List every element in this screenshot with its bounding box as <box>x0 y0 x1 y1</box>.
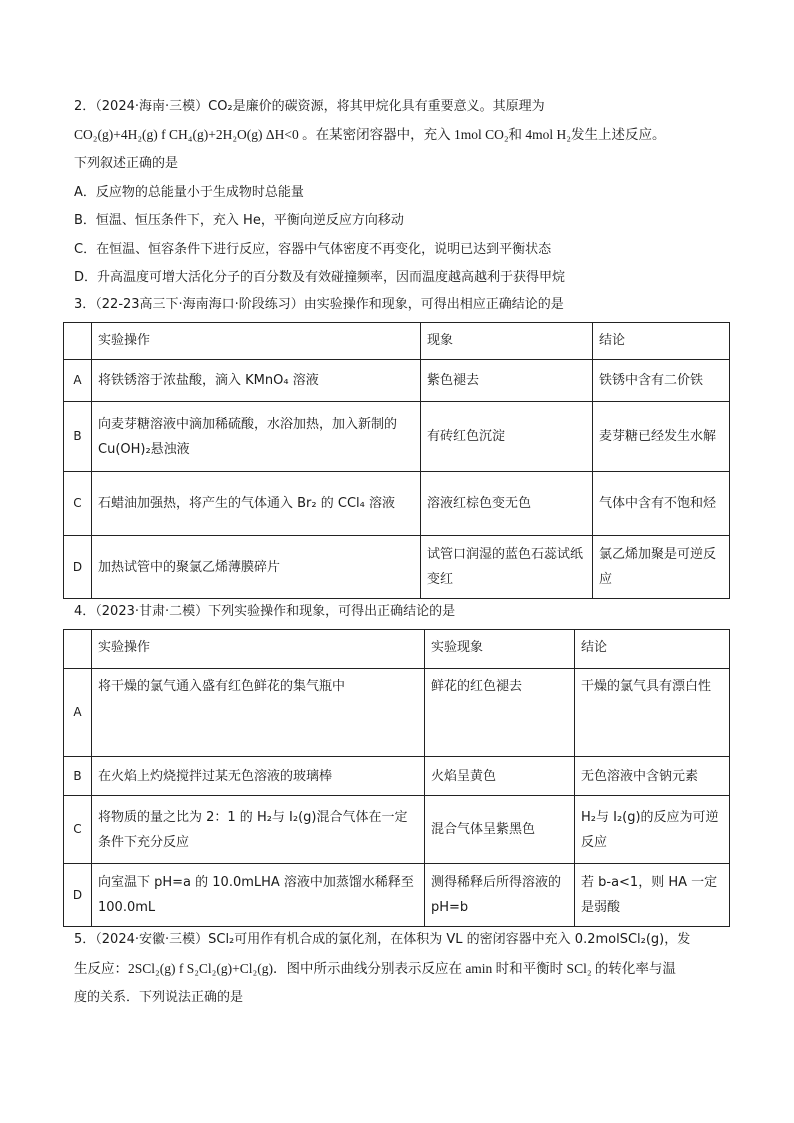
header-cell <box>64 630 92 669</box>
table-row <box>64 402 730 472</box>
header-cell-conclusion: 结论 <box>575 630 730 669</box>
conclusion-cell: 气体中含有不饱和烃 <box>593 472 730 536</box>
question-3-table <box>63 322 730 599</box>
phenomenon-cell: 试管口润湿的蓝色石蕊试纸变红 <box>421 536 593 599</box>
phenomenon-cell: 火焰呈黄色 <box>425 757 575 796</box>
row-label: C <box>64 472 92 536</box>
header-cell-conclusion: 结论 <box>593 323 730 360</box>
conclusion-cell: 麦芽糖已经发生水解 <box>593 402 730 472</box>
row-label: D <box>64 536 92 599</box>
table-header-row <box>64 630 730 669</box>
conclusion-cell: 若 b-a<1，则 HA 一定是弱酸 <box>575 864 730 927</box>
operation-cell: 石蜡油加强热，将产生的气体通入 Br₂ 的 CCl₄ 溶液 <box>92 472 421 536</box>
conclusion-cell: H₂与 I₂(g)的反应为可逆反应 <box>575 796 730 864</box>
header-cell-operation: 实验操作 <box>92 630 425 669</box>
question-5-stem-line-1: 5．（2024·安徽·三模）SCl₂可用作有机合成的氯化剂，在体积为 VL 的密闭容器中充入 0.2molSCl₂(g)，发 <box>74 932 691 947</box>
question-2-option-d[interactable]: D．升高温度可增大活化分子的百分数及有效碰撞频率，因而温度越高越利于获得甲烷 <box>74 270 566 285</box>
row-label: D <box>64 864 92 927</box>
question-5-stem-line-2: 生反应：2SCl₂(g) f S₂Cl₂(g)+Cl₂(g)．图中所示曲线分别表示反应在 amin 时和平衡时 SCl₂ 的转化率与温 <box>74 961 676 976</box>
row-label: A <box>64 360 92 402</box>
row-label: B <box>64 402 92 472</box>
question-4-stem: 4．（2023·甘肃·二模）下列实验操作和现象，可得出正确结论的是 <box>74 604 456 619</box>
phenomenon-cell: 测得稀释后所得溶液的 pH=b <box>425 864 575 927</box>
operation-cell: 向室温下 pH=a 的 10.0mLHA 溶液中加蒸馏水稀释至 100.0mL <box>92 864 425 927</box>
table-row <box>64 669 730 757</box>
question-2-equation-line: CO₂(g)+4H₂(g) f CH₄(g)+2H₂O(g) ΔH<0 。在某密闭容器中，充入 1mol CO₂和 4mol H₂发生上述反应。 <box>74 127 666 142</box>
question-4-table <box>63 629 730 927</box>
operation-cell: 向麦芽糖溶液中滴加稀硫酸，水浴加热，加入新制的Cu(OH)₂悬浊液 <box>92 402 421 472</box>
conclusion-cell: 无色溶液中含钠元素 <box>575 757 730 796</box>
conclusion-cell: 氯乙烯加聚是可逆反应 <box>593 536 730 599</box>
header-cell-phenomenon: 实验现象 <box>425 630 575 669</box>
table-row <box>64 757 730 796</box>
phenomenon-cell: 混合气体呈紫黑色 <box>425 796 575 864</box>
operation-cell: 加热试管中的聚氯乙烯薄膜碎片 <box>92 536 421 599</box>
row-label: A <box>64 669 92 757</box>
conclusion-cell: 干燥的氯气具有漂白性 <box>575 669 730 757</box>
operation-cell: 在火焰上灼烧搅拌过某无色溶液的玻璃棒 <box>92 757 425 796</box>
phenomenon-cell: 紫色褪去 <box>421 360 593 402</box>
operation-cell: 将干燥的氯气通入盛有红色鲜花的集气瓶中 <box>92 669 425 757</box>
header-cell-phenomenon: 现象 <box>421 323 593 360</box>
question-3-stem: 3．（22-23高三下·海南海口·阶段练习）由实验操作和现象，可得出相应正确结论的是 <box>74 297 564 312</box>
row-label: B <box>64 757 92 796</box>
question-2-option-c[interactable]: C．在恒温、恒容条件下进行反应，容器中气体密度不再变化，说明已达到平衡状态 <box>74 242 552 257</box>
table-row <box>64 472 730 536</box>
phenomenon-cell: 鲜花的红色褪去 <box>425 669 575 757</box>
table-row <box>64 796 730 864</box>
phenomenon-cell: 溶液红棕色变无色 <box>421 472 593 536</box>
conclusion-cell: 铁锈中含有二价铁 <box>593 360 730 402</box>
phenomenon-cell: 有砖红色沉淀 <box>421 402 593 472</box>
question-5-stem-line-3: 度的关系．下列说法正确的是 <box>74 990 244 1005</box>
question-2-stem-line-1: 2．（2024·海南·三模）CO₂是廉价的碳资源，将其甲烷化具有重要意义。其原理为 <box>74 99 545 114</box>
header-cell-operation: 实验操作 <box>92 323 421 360</box>
question-2-option-b[interactable]: B．恒温、恒压条件下，充入 He，平衡向逆反应方向移动 <box>74 213 404 228</box>
table-row <box>64 360 730 402</box>
operation-cell: 将铁锈溶于浓盐酸，滴入 KMnO₄ 溶液 <box>92 360 421 402</box>
header-cell <box>64 323 92 360</box>
table-row <box>64 536 730 599</box>
row-label: C <box>64 796 92 864</box>
table-header-row <box>64 323 730 360</box>
operation-cell: 将物质的量之比为 2：1 的 H₂与 I₂(g)混合气体在一定条件下充分反应 <box>92 796 425 864</box>
question-2-option-a[interactable]: A．反应物的总能量小于生成物时总能量 <box>74 185 304 200</box>
table-row <box>64 864 730 927</box>
question-2-stem-line-3: 下列叙述正确的是 <box>74 156 179 171</box>
